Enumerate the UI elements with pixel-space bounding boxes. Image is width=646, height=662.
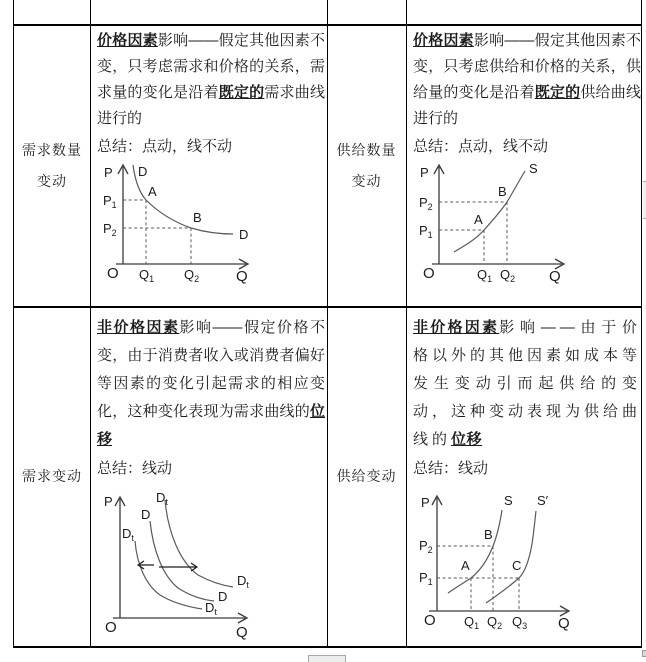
text-run-bold-underline: 非价格因素 [97, 319, 180, 336]
tick-label-q1: $Q_1$ [139, 267, 155, 284]
point-label-a: A [461, 558, 470, 573]
text-run: 影响——假定其他因素不变，只考虑供给和价格的关系，供给量的变化是沿着 [413, 32, 641, 101]
curve-label-dt-outer-right: $D_t$ [237, 573, 249, 590]
supply-curve-diagram[interactable] [414, 160, 594, 296]
table-border-vertical [406, 0, 407, 647]
row-header-line: 供给数量 [336, 142, 397, 158]
axis-label-p: P [420, 165, 429, 180]
point-label-a: A [474, 212, 483, 227]
point-label-b: B [193, 210, 202, 225]
guide-dashed-lines [439, 202, 507, 264]
tick-label-p1: $P_1$ [419, 570, 433, 587]
row-header-line: 需求数量 [22, 142, 82, 158]
tick-label-p2: $P_2$ [103, 221, 117, 238]
row-header-demand-quantity[interactable] [14, 26, 90, 306]
row-header-line: 变动 [37, 173, 67, 189]
row-header-supply-quantity[interactable] [328, 26, 405, 306]
curve-label-d-right: D [239, 227, 249, 242]
tick-label-p2: $P_2$ [419, 538, 433, 555]
axis-label-p: P [421, 495, 430, 510]
paragraph [97, 314, 325, 454]
text-run-bold-underline: 位移 [97, 403, 325, 448]
row-header-line: 变动 [351, 173, 382, 189]
guide-dashed-lines [437, 546, 522, 611]
point-label-c: C [512, 558, 522, 573]
tick-label-p2: $P_2$ [419, 195, 433, 212]
table-resize-handle[interactable] [642, 650, 646, 657]
text-run-bold-underline: 非价格因素 [413, 319, 500, 336]
summary-line: 总结：点动，线不动 [97, 138, 233, 155]
row-header-line: 供给变动 [336, 467, 397, 484]
supply-curve-s [448, 510, 502, 593]
demand-curve-inner [135, 541, 202, 609]
demand-shift-diagram[interactable] [99, 489, 299, 645]
row-header-line: 需求变动 [22, 467, 82, 484]
origin-label: O [423, 265, 435, 282]
demand-change-text-cell[interactable] [97, 314, 325, 482]
curve-label-d-middle-right: D [218, 589, 228, 604]
curve-label-s: S [529, 161, 538, 176]
axis-label-q: Q [558, 615, 570, 632]
curve-label-dt-inner-top: $D_t$ [122, 526, 134, 543]
text-run-bold-underline: 位移 [451, 431, 483, 448]
axis-label-q: Q [236, 624, 248, 641]
text-run: 影响——由于价格以外的其他因素如成本等发生变动引而起供给的变动，这种变动表现为供给曲线的 [413, 319, 642, 448]
tick-label-q1: $Q_1$ [477, 267, 493, 284]
curve-label-s-prime: S′ [537, 493, 549, 508]
point-label-b: B [498, 184, 507, 199]
text-run: 影响——假定其他因素不变，只考虑需求和价格的关系，需求量的变化是沿着 [97, 32, 325, 101]
table-border-vertical [90, 0, 91, 647]
supply-shift-diagram[interactable] [413, 489, 641, 647]
summary-line: 总结：线动 [413, 460, 489, 477]
point-label-a: A [148, 184, 157, 199]
demand-curve-outer [165, 500, 233, 587]
paragraph [413, 28, 641, 132]
curve-label-s: S [504, 493, 513, 508]
origin-label: O [107, 265, 119, 282]
axis-label-q: Q [236, 268, 248, 285]
axis-label-p: P [104, 494, 113, 509]
text-run: 供给曲线进行的 [413, 84, 641, 127]
supply-quantity-text-cell[interactable] [413, 28, 641, 160]
origin-label: O [424, 612, 436, 629]
curve-label-d-middle-top: D [141, 507, 151, 522]
origin-label: O [105, 619, 117, 636]
paragraph [97, 28, 325, 132]
row-header-demand-change[interactable] [14, 308, 90, 644]
axis-label-p: P [104, 165, 113, 180]
supply-change-text-cell[interactable] [413, 314, 641, 482]
tick-label-p1: $P_1$ [103, 193, 117, 210]
supply-curve-s-prime [486, 511, 536, 603]
tick-label-q3: $Q_3$ [512, 614, 528, 631]
horizontal-scrollbar-fragment[interactable] [308, 655, 346, 662]
text-run: 需求曲线进行的 [97, 84, 325, 127]
tick-label-q2: $Q_2$ [500, 267, 516, 284]
demand-curve-middle [150, 521, 214, 601]
curve-label-d-top: D [138, 164, 148, 179]
demand-curve-diagram[interactable] [96, 160, 276, 296]
text-run-bold-underline: 价格因素 [97, 32, 158, 49]
text-run-bold-underline: 价格因素 [413, 32, 474, 49]
summary-line: 总结：线动 [97, 460, 173, 477]
row-header-supply-change[interactable] [328, 308, 405, 644]
summary-line: 总结：点动，线不动 [413, 138, 549, 155]
axis-label-q: Q [549, 268, 561, 285]
tick-label-q2: $Q_2$ [487, 614, 503, 631]
supply-curve [454, 171, 525, 252]
paragraph [413, 314, 641, 454]
table-border-vertical [641, 0, 642, 647]
demand-curve [133, 165, 233, 234]
demand-quantity-text-cell[interactable] [97, 28, 325, 160]
tick-label-q2: $Q_2$ [184, 267, 200, 284]
curve-label-dt-outer-top: $D_t$ [156, 490, 168, 507]
point-label-b: B [484, 527, 493, 542]
text-run-bold-underline: 既定的 [218, 84, 265, 101]
tick-label-q1: $Q_1$ [464, 614, 480, 631]
tick-label-p1: $P_1$ [419, 223, 433, 240]
text-run: 影响——假定价格不变，由于消费者收入或消费者偏好等因素的变化引起需求的相应变化，这种变化表现为需求曲线的 [97, 319, 325, 420]
text-run-bold-underline: 既定的 [534, 84, 581, 101]
curve-label-dt-inner-right: $D_t$ [205, 600, 217, 617]
